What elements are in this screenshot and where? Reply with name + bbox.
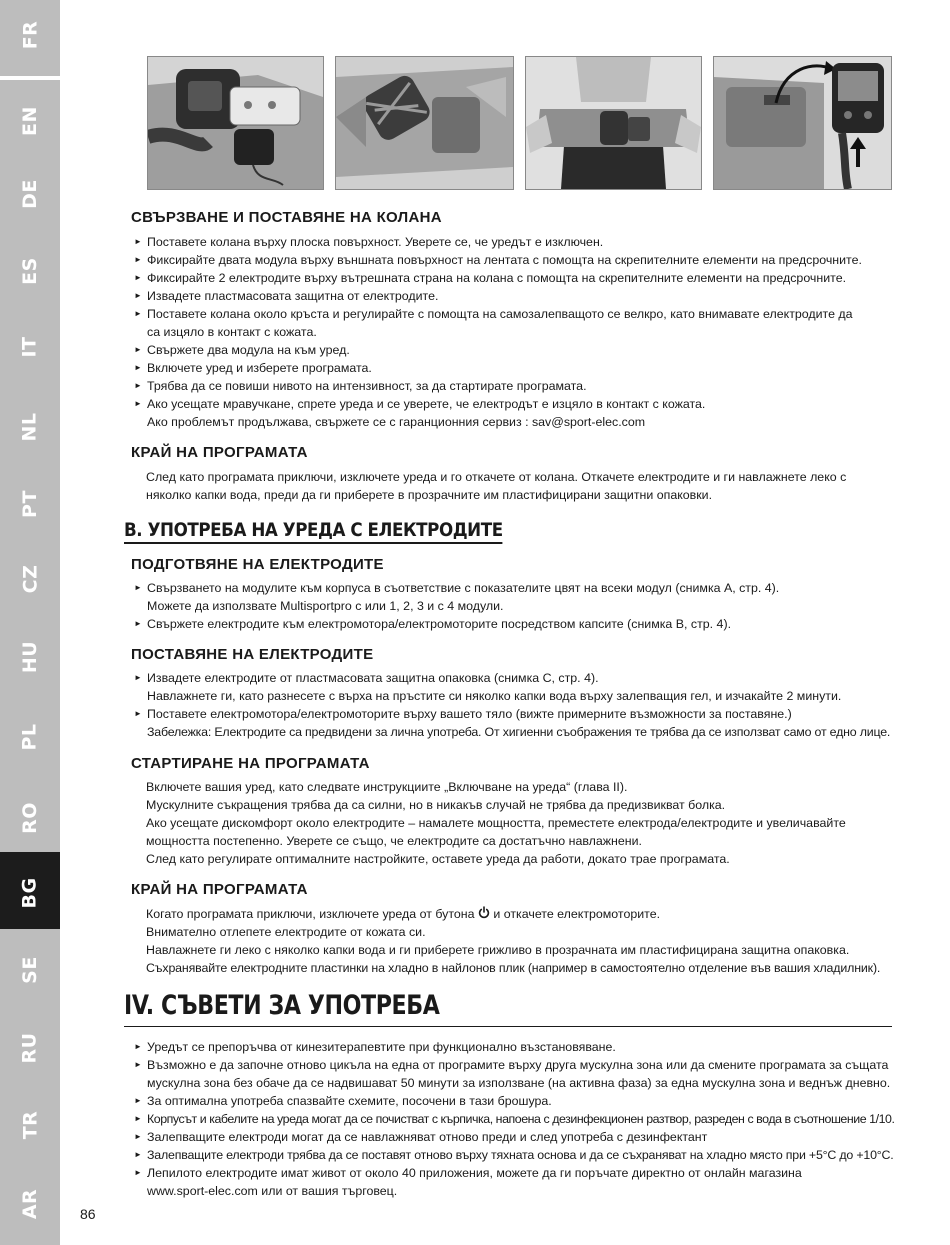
end-program-text (133, 468, 903, 504)
paragraph-line: Навлажнете ги леко с няколко капки вода и ги приберете грижливо в прозрачната им пластифицирана защитна опаковка. (146, 943, 850, 957)
list-item: ► Свържете два модула на към уред. (133, 341, 903, 359)
lang-tab-label: IT (19, 336, 41, 358)
photo-electrodes-on-belt (335, 56, 514, 190)
list-item: ► Залепващите електроди трябва да се поставят отново върху тяхната основа и да се съхраняват на хладно място при +5°C до +10°C. (133, 1146, 903, 1164)
section-title-end-program: КРАЙ НА ПРОГРАМАТА (131, 444, 308, 461)
lang-tab-label: ES (18, 257, 41, 285)
list-item: ► Свързването на модулите към корпуса в съответствие с показателите цвят на всеки модул (снимка A, стр. 4). (133, 579, 903, 597)
text-segment: и откачете електромоторите. (489, 907, 661, 921)
photo-modules-on-belt (147, 56, 324, 190)
list-item: ► Корпусът и кабелите на уреда могат да се почистват с кърпичка, напоена с дезинфекционен разтвор, разреден с вода в съотношение 1/10. (133, 1110, 903, 1128)
photo-device-connection (713, 56, 892, 190)
lang-tab-label: TR (19, 1110, 41, 1140)
lang-tab-label: PT (18, 490, 41, 518)
lang-tab-cz[interactable] (0, 538, 60, 620)
start-program-text (133, 778, 903, 868)
paragraph-line: няколко капки вода, преди да ги приберете в прозрачните им пластифицирани защитни опаковки. (146, 488, 713, 502)
paragraph-line: мощността постепенно. Уверете се също, че електродите са достатъчно навлажнени. (146, 834, 642, 848)
list-item: ► Включете уред и изберете програмата. (133, 359, 903, 377)
list-item-continuation: www.sport-elec.com или от вашия търговец. (147, 1184, 398, 1198)
paragraph-line: След като програмата приключи, изключете уреда и го откачете от колана. Откачете електродите и ги навлажнете леко с (146, 470, 847, 484)
end-program-2-text (133, 905, 903, 977)
list-item: ► Ако усещате мравучкане, спрете уреда и се уверете, че електродът е изцяло в контакт с кожата. (133, 395, 903, 413)
paragraph-line: Включете вашия уред, като следвате инструкциите „Включване на уреда“ (глава II). (146, 780, 628, 794)
list-item: ► За оптимална употреба спазвайте схемите, посочени в тази брошура. (133, 1092, 903, 1110)
list-item-continuation: Ако проблемът продължава, свържете се с гаранционния сервиз : sav@sport-elec.com (147, 415, 646, 429)
lang-tab-label: SE (18, 956, 41, 984)
list-item: ► Фиксирайте двата модула върху външната повърхност на лентата с помощта на скрепителните елементи на предсрочните. (133, 251, 903, 269)
list-item: ► Извадете пластмасовата защитна от електродите. (133, 287, 903, 305)
lang-tab-label: NL (18, 412, 41, 442)
paragraph-line: Ако усещате дискомфорт около електродите – намалете мощността, преместете електрода/електродите и увеличавайте (146, 816, 846, 830)
paragraph-line: Съхранявайте електродните пластинки на хладно в найлонов плик (например в самостоятелно отделение във вашия хладилник). (146, 961, 881, 975)
list-item-continuation: Можете да използвате Multisportpro с или 1, 2, 3 и с 4 модули. (147, 599, 504, 613)
connect-belt-list (133, 233, 903, 431)
section-title-connect-belt: СВЪРЗВАНЕ И ПОСТАВЯНЕ НА КОЛАНА (131, 209, 442, 226)
list-item-continuation: мускулна зона без обаче да се надвишават 50 минути за използване (на активна фаза) за една мускулна зона и веднъж дневно. (147, 1076, 891, 1090)
lang-tab-label: AR (19, 1188, 41, 1220)
lang-tab-fr[interactable] (0, 0, 60, 76)
lang-tab-se[interactable] (0, 929, 60, 1011)
lang-tab-label: FR (18, 20, 41, 50)
lang-tab-ar[interactable] (0, 1163, 60, 1245)
lang-tab-label: EN (18, 106, 41, 136)
placing-electrodes-list (133, 669, 903, 741)
list-item: ► Свържете електродите към електромотора/електромоторите посредством капсите (снимка B, стр. 4). (133, 615, 903, 633)
photo-belt-on-waist (525, 56, 702, 190)
lang-tab-pt[interactable] (0, 463, 60, 545)
text-segment: Когато програмата приключи, изключете уреда от бутона (146, 907, 478, 921)
paragraph-line: Мускулните съкращения трябва да са силни, но в никакъв случай не трябва да предизвикват болка. (146, 798, 726, 812)
lang-tab-hu[interactable] (0, 616, 60, 698)
section-title-end-program: КРАЙ НА ПРОГРАМАТА (131, 881, 308, 898)
lang-tab-label: DE (18, 179, 41, 209)
lang-tab-bg[interactable] (0, 852, 60, 934)
list-item: ► Поставете електромотора/електромоторите върху вашето тяло (вижте примерните възможности за поставяне.) (133, 705, 903, 723)
list-item: ► Уредът се препоръчва от кинезитерапевтите при функционално възстановяване. (133, 1038, 903, 1056)
section-title-start-program: СТАРТИРАНЕ НА ПРОГРАМАТА (131, 755, 370, 772)
lang-tab-label: HU (19, 640, 41, 674)
lang-tab-label: PL (18, 723, 41, 751)
section-title-prepare-electrodes: ПОДГОТВЯНЕ НА ЕЛЕКТРОДИТЕ (131, 556, 384, 573)
list-item: ► Поставете колана около кръста и регулирайте с помощта на самозалепващото се велкро, като внимавате електродите да (133, 305, 903, 323)
lang-tab-label: BG (18, 877, 41, 909)
list-item-continuation: са изцяло в контакт с кожата. (147, 325, 317, 339)
lang-tab-tr[interactable] (0, 1084, 60, 1166)
lang-tab-label: RU (19, 1032, 41, 1064)
paragraph-line: След като регулирате оптималните настройките, оставете уреда да работи, докато трае програмата. (146, 852, 730, 866)
list-item: ► Възможно е да започне отново цикъла на една от програмите върху друга мускулна зона или да смените програмата за същата (133, 1056, 903, 1074)
page-number: 86 (80, 1206, 96, 1222)
power-icon (478, 906, 490, 924)
lang-tab-pl[interactable] (0, 696, 60, 778)
lang-tab-ru[interactable] (0, 1007, 60, 1089)
list-item-continuation: Забележка: Електродите са предвидени за лична употреба. От хигиенни съображения те трябва да се използват само от едно лице. (147, 725, 891, 739)
section-iv-title: IV. СЪВЕТИ ЗА УПОТРЕБА (124, 990, 440, 1021)
prepare-electrodes-list (133, 579, 903, 633)
lang-tab-de[interactable] (0, 153, 60, 235)
section-divider (124, 1026, 892, 1027)
section-title-placing-electrodes: ПОСТАВЯНЕ НА ЕЛЕКТРОДИТЕ (131, 646, 374, 663)
list-item: ► Залепващите електроди могат да се навлажняват отново преди и след употреба с дезинфектант (133, 1128, 903, 1146)
lang-tab-ro[interactable] (0, 777, 60, 859)
lang-tab-es[interactable] (0, 230, 60, 312)
lang-tab-nl[interactable] (0, 386, 60, 468)
lang-tab-label: RO (18, 802, 41, 834)
language-sidebar (0, 0, 60, 1243)
paragraph-line (133, 905, 903, 923)
paragraph-line: Внимателно отлепете електродите от кожата си. (146, 925, 426, 939)
list-item: ► Фиксирайте 2 електродите върху вътрешната страна на колана с помощта на скрепителните елементи на предсрочните. (133, 269, 903, 287)
lang-tab-en[interactable] (0, 80, 60, 162)
lang-tab-label: CZ (18, 564, 41, 594)
list-item: ► Поставете колана върху плоска повърхност. Уверете се, че уредът е изключен. (133, 233, 903, 251)
usage-tips-list (133, 1038, 903, 1200)
lang-tab-it[interactable] (0, 306, 60, 388)
list-item: ► Извадете електродите от пластмасовата защитна опаковка (снимка C, стр. 4). (133, 669, 903, 687)
section-b-title: B. УПОТРЕБА НА УРЕДА С ЕЛЕКТРОДИТЕ (124, 519, 503, 544)
list-item-continuation: Навлажнете ги, като разнесете с върха на пръстите си няколко капки вода върху залепващия гел, и изчакайте 2 минути. (147, 689, 842, 703)
list-item: ► Лепилото електродите имат живот от около 40 приложения, можете да ги поръчате директно от онлайн магазина (133, 1164, 903, 1182)
list-item: ► Трябва да се повиши нивото на интензивност, за да стартирате програмата. (133, 377, 903, 395)
